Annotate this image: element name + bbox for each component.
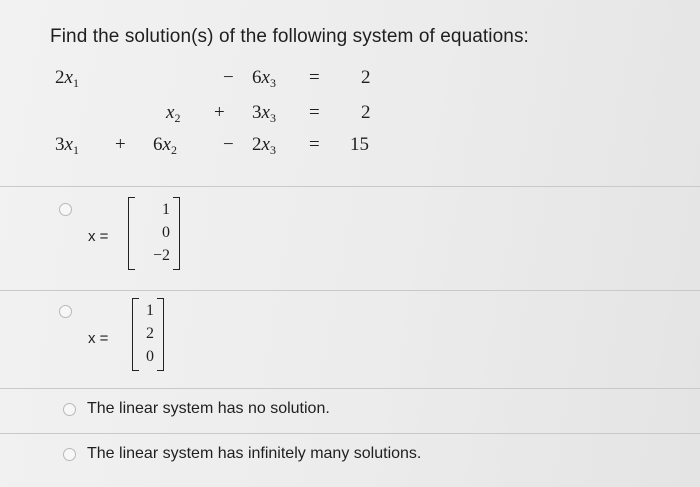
vector-entry: −2 <box>152 247 170 264</box>
option-d-text: The linear system has infinitely many solutions. <box>87 445 422 462</box>
option-a-vector <box>128 197 180 270</box>
rhs-1: 2 <box>361 67 371 88</box>
radio-option-c[interactable] <box>63 403 76 416</box>
option-b-label: x = <box>88 330 109 347</box>
option-a-label: x = <box>88 228 109 245</box>
vector-entry: 1 <box>146 302 154 319</box>
term-3-2: $6x_2$ <box>153 134 177 157</box>
op-1-3: − <box>223 67 234 88</box>
vector-entry: 2 <box>146 325 154 342</box>
term-1-1: $2x_1$ <box>55 67 79 90</box>
equals-2: = <box>309 102 320 123</box>
radio-option-a[interactable] <box>59 203 72 216</box>
term-3-3: $2x_3$ <box>252 134 276 157</box>
rhs-3: 15 <box>350 134 369 155</box>
vector-entry: 0 <box>162 224 170 241</box>
divider <box>0 433 700 434</box>
op-2-3: + <box>214 102 225 123</box>
term-2-2: $x_2$ <box>166 102 181 125</box>
bracket-right <box>157 298 164 371</box>
bracket-left <box>128 197 135 270</box>
vector-entry: 0 <box>146 348 154 365</box>
equals-1: = <box>309 67 320 88</box>
divider <box>0 290 700 291</box>
vector-entry: 1 <box>162 201 170 218</box>
bracket-right <box>173 197 180 270</box>
op-3-3: − <box>223 134 234 155</box>
divider <box>0 186 700 187</box>
term-1-3: $6x_3$ <box>252 67 276 90</box>
term-3-1: $3x_1$ <box>55 134 79 157</box>
rhs-2: 2 <box>361 102 371 123</box>
op-3-2: + <box>115 134 126 155</box>
bracket-left <box>132 298 139 371</box>
question-text: Find the solution(s) of the following system of equations: <box>50 26 529 47</box>
equals-3: = <box>309 134 320 155</box>
option-c-text: The linear system has no solution. <box>87 400 330 417</box>
radio-option-d[interactable] <box>63 448 76 461</box>
option-b-vector <box>132 298 164 371</box>
radio-option-b[interactable] <box>59 305 72 318</box>
term-2-3: $3x_3$ <box>252 102 276 125</box>
divider <box>0 388 700 389</box>
